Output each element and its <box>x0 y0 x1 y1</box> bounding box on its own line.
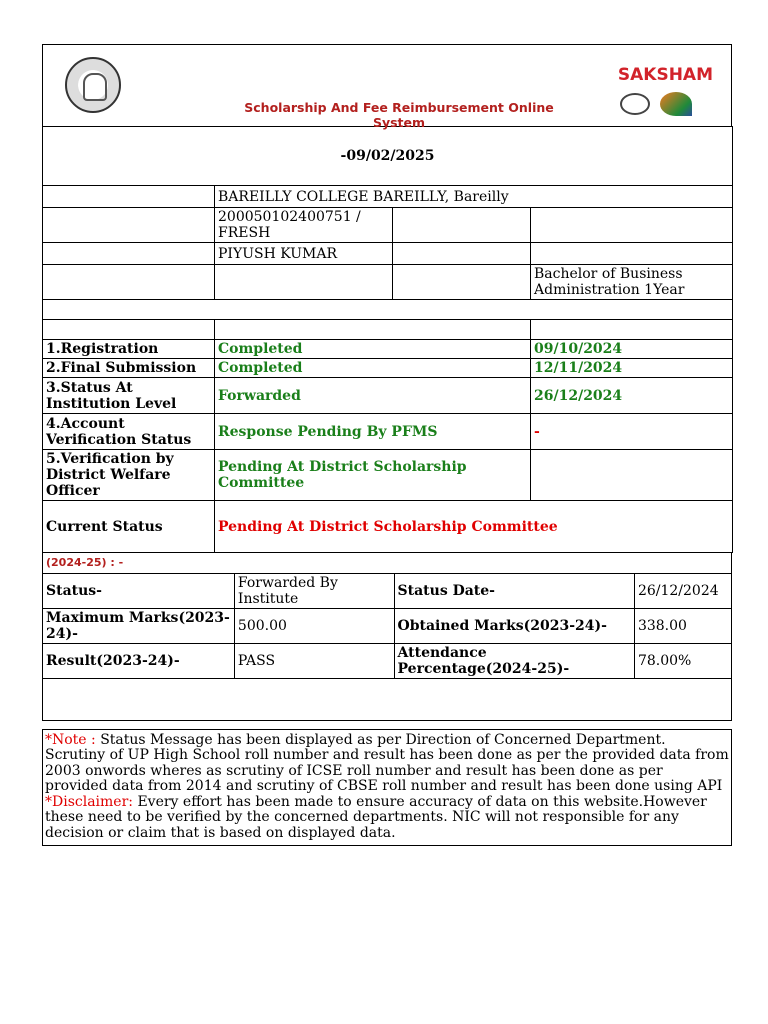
status-section-title <box>43 300 733 320</box>
current-status-value: Pending At District Scholarship Committee <box>215 501 733 553</box>
result-label: Result(2023-24)- <box>43 643 235 678</box>
status-final-submission: Completed <box>215 359 531 378</box>
header <box>42 44 732 130</box>
attendance-label: Attendance Percentage(2024-25)- <box>394 643 634 678</box>
print-date: -09/02/2025 <box>340 148 435 164</box>
note-label: *Note : <box>45 731 96 748</box>
status-row <box>43 414 733 450</box>
page-frame <box>42 44 732 846</box>
course-label <box>393 265 531 300</box>
inst-status-value: Forwarded By Institute <box>234 573 394 608</box>
date-registration: 09/10/2024 <box>531 340 733 359</box>
father-name-value <box>531 243 733 265</box>
registration-label <box>43 208 215 243</box>
status-row <box>43 359 733 378</box>
category-label <box>393 208 531 243</box>
stage-institution-level: 3.Status At Institution Level <box>43 378 215 414</box>
partner-logos <box>611 89 701 119</box>
date-institution-level: 26/12/2024 <box>531 378 733 414</box>
student-name-label <box>43 243 215 265</box>
note-text: Status Message has been displayed as per Direction of Concerned Department. Scrutiny of UP High School roll number and result has been done as per the provided data from 2003 onwords wheres as scrutiny of ICSE roll number and result has been done as per provided data from 2014 and scrutiny of CBSE roll number and result has been done using API <box>45 731 729 795</box>
result-value: PASS <box>234 643 394 678</box>
date-final-submission: 12/11/2024 <box>531 359 733 378</box>
stage-district-verification: 5.Verification by District Welfare Officer <box>43 450 215 501</box>
status-account-verification: Response Pending By PFMS <box>215 414 531 450</box>
stage-final-submission: 2.Final Submission <box>43 359 215 378</box>
registration-value: 200050102400751 / FRESH <box>215 208 393 243</box>
institution-section-title <box>43 553 732 573</box>
date-account-verification: - <box>531 414 733 450</box>
course-value: Bachelor of Business Administration 1Year <box>531 265 733 300</box>
main-table <box>42 126 733 553</box>
status-row <box>43 378 733 414</box>
intro-heading <box>43 127 733 186</box>
digital-india-icon <box>660 92 692 116</box>
status-institution-level: Forwarded <box>215 378 531 414</box>
saksham-logo: SAKSHAM <box>617 65 713 85</box>
attendance-value: 78.00% <box>634 643 731 678</box>
status-row <box>43 340 733 359</box>
disclaimer-label: *Disclaimer: <box>45 793 133 810</box>
col-date-header <box>531 320 733 340</box>
date-district-verification <box>531 450 733 501</box>
status-row <box>43 450 733 501</box>
dob-value <box>215 265 393 300</box>
category-value <box>531 208 733 243</box>
dob-label <box>43 265 215 300</box>
col-status-header <box>215 320 531 340</box>
disclaimer-text: Every effort has been made to ensure accuracy of data on this website.However these need to be verified by the concerned departments. NIC will not responsible for any decision or claim that is based on displayed data. <box>45 793 707 842</box>
swachh-bharat-glasses-icon <box>620 93 650 115</box>
institution-table <box>42 553 732 721</box>
father-name-label <box>393 243 531 265</box>
stage-account-verification: 4.Account Verification Status <box>43 414 215 450</box>
obtained-marks-value: 338.00 <box>634 608 731 643</box>
max-marks-label: Maximum Marks(2023-24)- <box>43 608 235 643</box>
inst-status-label: Status- <box>43 573 235 608</box>
status-date-value: 26/12/2024 <box>634 573 731 608</box>
institution-label <box>43 186 215 208</box>
status-district-verification: Pending At District Scholarship Committee <box>215 450 531 501</box>
verification-note-hi <box>43 678 732 720</box>
status-date-label: Status Date- <box>394 573 634 608</box>
stage-registration: 1.Registration <box>43 340 215 359</box>
institution-value: BAREILLY COLLEGE BAREILLY, Bareilly <box>215 186 733 208</box>
col-stage-header <box>43 320 215 340</box>
max-marks-value: 500.00 <box>234 608 394 643</box>
institution-section-year: (2024-25) : - <box>46 555 124 569</box>
obtained-marks-label: Obtained Marks(2023-24)- <box>394 608 634 643</box>
spacer <box>42 721 732 729</box>
status-registration: Completed <box>215 340 531 359</box>
header-title-en: Scholarship And Fee Reimbursement Online System <box>244 100 554 130</box>
disclaimer-box <box>42 729 732 846</box>
student-name-value: PIYUSH KUMAR <box>215 243 393 265</box>
up-emblem-logo <box>65 57 121 113</box>
current-status-label: Current Status <box>43 501 215 553</box>
